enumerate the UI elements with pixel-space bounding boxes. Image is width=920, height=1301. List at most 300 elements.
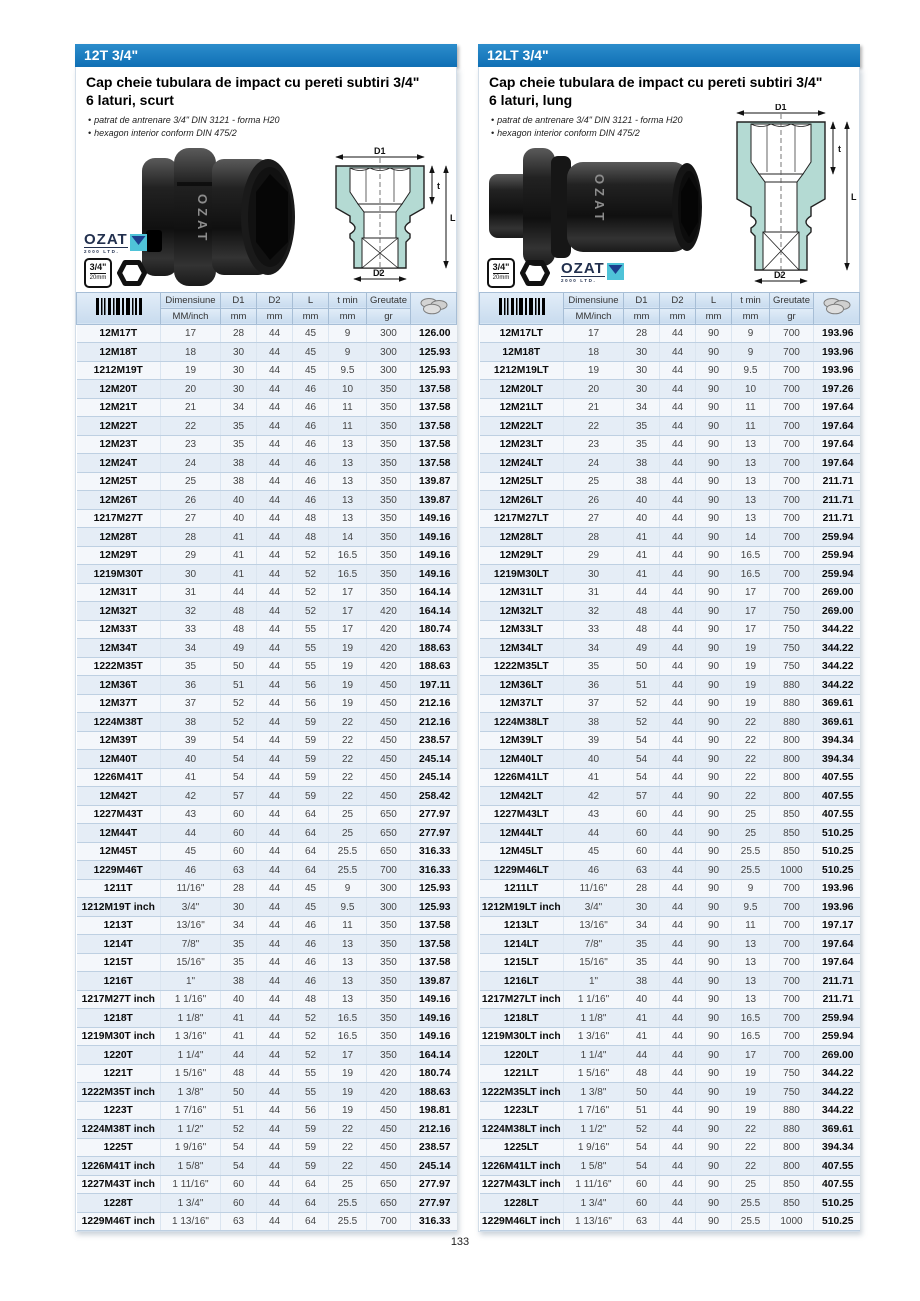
product-code-cell: 12M45LT	[480, 842, 564, 861]
spec-cell: 51	[624, 676, 660, 695]
price-cell: 394.34	[814, 1138, 860, 1157]
price-cell: 137.58	[411, 935, 457, 954]
coins-icon	[814, 292, 860, 324]
spec-cell: 30	[624, 898, 660, 917]
table-row	[480, 398, 860, 417]
spec-cell: 22	[329, 713, 367, 732]
spec-cell: 59	[293, 713, 329, 732]
spec-cell: 90	[696, 361, 732, 380]
table-row	[77, 1157, 457, 1176]
col-subheader: mm	[293, 308, 329, 324]
spec-cell: 90	[696, 657, 732, 676]
spec-cell: 700	[770, 953, 814, 972]
product-code-cell: 1220T	[77, 1046, 161, 1065]
price-cell: 211.71	[814, 972, 860, 991]
panel-header-bar	[75, 44, 457, 67]
spec-cell: 48	[221, 620, 257, 639]
spec-cell: 25.5	[329, 1194, 367, 1213]
table-row	[77, 398, 457, 417]
price-cell: 212.16	[411, 1120, 457, 1139]
spec-cell: 700	[770, 509, 814, 528]
spec-cell: 44	[257, 694, 293, 713]
spec-cell: 25.5	[732, 861, 770, 880]
spec-cell: 1000	[770, 861, 814, 880]
product-code-cell: 1212M19T	[77, 361, 161, 380]
spec-cell: 17	[329, 602, 367, 621]
panel-12lt	[478, 44, 860, 1232]
spec-cell: 46	[564, 861, 624, 880]
table-row	[77, 454, 457, 473]
spec-cell: 90	[696, 528, 732, 547]
price-cell: 193.96	[814, 898, 860, 917]
price-cell: 197.64	[814, 417, 860, 436]
product-code-cell: 12M33T	[77, 620, 161, 639]
spec-cell: 44	[257, 824, 293, 843]
spec-cell: 54	[221, 768, 257, 787]
spec-cell: 11/16"	[564, 879, 624, 898]
table-row	[480, 583, 860, 602]
spec-cell: 29	[161, 546, 221, 565]
spec-cell: 90	[696, 731, 732, 750]
table-row	[480, 361, 860, 380]
spec-cell: 300	[367, 361, 411, 380]
spec-cell: 350	[367, 509, 411, 528]
spec-cell: 1 3/16"	[564, 1027, 624, 1046]
spec-cell: 650	[367, 1175, 411, 1194]
spec-cell: 44	[660, 676, 696, 695]
spec-cell: 64	[293, 1175, 329, 1194]
table-row	[480, 1157, 860, 1176]
spec-cell: 800	[770, 731, 814, 750]
spec-cell: 48	[293, 528, 329, 547]
spec-cell: 700	[770, 528, 814, 547]
product-code-cell: 1212M19LT	[480, 361, 564, 380]
spec-cell: 750	[770, 620, 814, 639]
spec-cell: 40	[221, 509, 257, 528]
spec-cell: 15/16"	[161, 953, 221, 972]
spec-cell: 44	[257, 454, 293, 473]
price-cell: 259.94	[814, 1027, 860, 1046]
spec-cell: 90	[696, 417, 732, 436]
product-code-cell: 1225T	[77, 1138, 161, 1157]
spec-cell: 700	[770, 898, 814, 917]
spec-cell: 54	[624, 1138, 660, 1157]
spec-cell: 41	[624, 1009, 660, 1028]
spec-cell: 22	[329, 750, 367, 769]
spec-cell: 11	[732, 417, 770, 436]
spec-cell: 11	[329, 916, 367, 935]
price-cell: 344.22	[814, 676, 860, 695]
spec-cell: 44	[660, 1046, 696, 1065]
spec-cell: 64	[293, 861, 329, 880]
spec-cell: 19	[329, 639, 367, 658]
product-code-cell: 1222M35T	[77, 657, 161, 676]
feature-bullets	[76, 110, 456, 140]
spec-cell: 40	[624, 990, 660, 1009]
price-cell: 149.16	[411, 1027, 457, 1046]
price-cell: 510.25	[814, 1212, 860, 1231]
col-subheader: mm	[329, 308, 367, 324]
table-row	[77, 583, 457, 602]
spec-cell: 700	[770, 546, 814, 565]
spec-cell: 14	[329, 528, 367, 547]
price-cell: 269.00	[814, 583, 860, 602]
spec-cell: 44	[257, 1101, 293, 1120]
product-title: Cap cheie tubulara de impact cu pereti subtiri 3/4" 6 laturi, lung	[489, 74, 823, 108]
price-cell: 259.94	[814, 546, 860, 565]
table-row	[77, 1194, 457, 1213]
spec-cell: 42	[564, 787, 624, 806]
price-cell: 198.81	[411, 1101, 457, 1120]
spec-cell: 44	[257, 435, 293, 454]
table-row	[480, 380, 860, 399]
bullet-item: • hexagon interior conform DIN 475/2	[88, 127, 237, 138]
table-row	[480, 1027, 860, 1046]
table-row	[77, 842, 457, 861]
spec-cell: 41	[161, 768, 221, 787]
spec-cell: 44	[257, 1138, 293, 1157]
spec-cell: 63	[221, 1212, 257, 1231]
spec-cell: 450	[367, 731, 411, 750]
spec-cell: 45	[564, 842, 624, 861]
spec-cell: 19	[564, 361, 624, 380]
spec-cell: 13	[732, 972, 770, 991]
spec-cell: 700	[367, 861, 411, 880]
cross-section-diagram	[707, 104, 857, 292]
spec-cell: 23	[564, 435, 624, 454]
spec-cell: 350	[367, 1027, 411, 1046]
product-code-cell: 1219M30LT	[480, 565, 564, 584]
price-cell: 212.16	[411, 694, 457, 713]
table-row	[77, 657, 457, 676]
product-code-cell: 1226M41LT inch	[480, 1157, 564, 1176]
spec-cell: 44	[257, 398, 293, 417]
spec-cell: 48	[221, 1064, 257, 1083]
table-row	[480, 768, 860, 787]
table-row	[77, 805, 457, 824]
product-code-cell: 1226M41T inch	[77, 1157, 161, 1176]
col-header: Dimensiune	[161, 292, 221, 308]
spec-cell: 54	[624, 731, 660, 750]
table-row	[77, 1009, 457, 1028]
spec-cell: 10	[329, 380, 367, 399]
spec-cell: 44	[257, 1046, 293, 1065]
spec-cell: 44	[660, 435, 696, 454]
spec-cell: 56	[293, 676, 329, 695]
price-cell: 125.93	[411, 898, 457, 917]
col-header: D2	[257, 292, 293, 308]
spec-cell: 90	[696, 639, 732, 658]
spec-cell: 22	[732, 768, 770, 787]
spec-cell: 44	[257, 750, 293, 769]
price-cell: 316.33	[411, 842, 457, 861]
spec-cell: 57	[624, 787, 660, 806]
spec-cell: 350	[367, 454, 411, 473]
price-cell: 149.16	[411, 546, 457, 565]
spec-cell: 52	[293, 546, 329, 565]
table-row	[77, 1027, 457, 1046]
table-row	[480, 1046, 860, 1065]
spec-cell: 800	[770, 1157, 814, 1176]
spec-cell: 1 9/16"	[564, 1138, 624, 1157]
spec-cell: 450	[367, 1101, 411, 1120]
product-code-cell: 1229M46T inch	[77, 1212, 161, 1231]
spec-cell: 55	[293, 639, 329, 658]
table-row	[480, 805, 860, 824]
spec-cell: 44	[257, 916, 293, 935]
spec-cell: 35	[624, 417, 660, 436]
spec-cell: 90	[696, 324, 732, 343]
spec-cell: 54	[221, 750, 257, 769]
coins-icon	[411, 292, 457, 324]
spec-cell: 700	[770, 454, 814, 473]
price-cell: 180.74	[411, 1064, 457, 1083]
spec-cell: 1 3/4"	[161, 1194, 221, 1213]
spec-cell: 1 3/8"	[161, 1083, 221, 1102]
spec-cell: 1 3/16"	[161, 1027, 221, 1046]
spec-cell: 90	[696, 472, 732, 491]
spec-cell: 90	[696, 1157, 732, 1176]
spec-cell: 700	[770, 1027, 814, 1046]
spec-cell: 48	[221, 602, 257, 621]
table-row	[77, 1046, 457, 1065]
spec-cell: 44	[257, 861, 293, 880]
spec-cell: 350	[367, 916, 411, 935]
product-code-cell: 1224M38T inch	[77, 1120, 161, 1139]
spec-cell: 44	[257, 676, 293, 695]
product-code-cell: 12M32T	[77, 602, 161, 621]
spec-cell: 13	[732, 491, 770, 510]
spec-cell: 13	[732, 454, 770, 473]
spec-cell: 44	[161, 824, 221, 843]
table-row	[77, 509, 457, 528]
spec-cell: 64	[293, 1194, 329, 1213]
spec-cell: 44	[660, 620, 696, 639]
spec-cell: 16.5	[732, 546, 770, 565]
spec-cell: 90	[696, 435, 732, 454]
col-header: Greutate	[770, 292, 814, 308]
spec-cell: 700	[770, 879, 814, 898]
spec-cell: 35	[161, 657, 221, 676]
product-code-cell: 1228T	[77, 1194, 161, 1213]
spec-cell: 44	[660, 972, 696, 991]
spec-cell: 9	[732, 343, 770, 362]
spec-cell: 46	[293, 491, 329, 510]
spec-cell: 44	[257, 343, 293, 362]
spec-cell: 44	[660, 361, 696, 380]
spec-cell: 90	[696, 676, 732, 695]
spec-cell: 19	[732, 1083, 770, 1102]
spec-cell: 25	[732, 824, 770, 843]
spec-cell: 880	[770, 1101, 814, 1120]
spec-cell: 420	[367, 639, 411, 658]
spec-cell: 35	[624, 935, 660, 954]
product-code-cell: 12M28LT	[480, 528, 564, 547]
product-code-cell: 1222M35LT inch	[480, 1083, 564, 1102]
spec-cell: 44	[257, 361, 293, 380]
table-row	[480, 1101, 860, 1120]
spec-cell: 27	[564, 509, 624, 528]
spec-cell: 22	[732, 1120, 770, 1139]
spec-cell: 90	[696, 602, 732, 621]
spec-cell: 28	[624, 879, 660, 898]
spec-cell: 420	[367, 620, 411, 639]
spec-cell: 48	[624, 1064, 660, 1083]
col-header: D1	[221, 292, 257, 308]
spec-cell: 35	[564, 657, 624, 676]
table-row	[77, 1101, 457, 1120]
spec-cell: 300	[367, 343, 411, 362]
spec-cell: 27	[161, 509, 221, 528]
spec-cell: 41	[221, 528, 257, 547]
product-code-cell: 1218LT	[480, 1009, 564, 1028]
spec-cell: 44	[660, 398, 696, 417]
product-code-cell: 1218T	[77, 1009, 161, 1028]
spec-cell: 52	[293, 1027, 329, 1046]
spec-cell: 350	[367, 1046, 411, 1065]
product-photo-brand-text: OZAT	[195, 193, 210, 245]
spec-cell: 17	[732, 1046, 770, 1065]
table-row	[480, 953, 860, 972]
ozat-logo: OZAT 2000 LTD.	[561, 263, 624, 283]
spec-cell: 22	[329, 1138, 367, 1157]
spec-cell: 38	[564, 713, 624, 732]
spec-cell: 44	[257, 972, 293, 991]
spec-cell: 44	[257, 1212, 293, 1231]
table-row	[480, 1175, 860, 1194]
spec-cell: 700	[770, 380, 814, 399]
spec-cell: 350	[367, 935, 411, 954]
spec-cell: 57	[221, 787, 257, 806]
spec-cell: 44	[660, 805, 696, 824]
spec-cell: 9	[732, 879, 770, 898]
spec-cell: 1 13/16"	[564, 1212, 624, 1231]
product-code-cell: 1215LT	[480, 953, 564, 972]
table-row	[77, 990, 457, 1009]
spec-cell: 45	[293, 324, 329, 343]
table-row	[77, 768, 457, 787]
price-cell: 188.63	[411, 657, 457, 676]
spec-cell: 90	[696, 1194, 732, 1213]
product-code-cell: 1226M41LT	[480, 768, 564, 787]
panel-content	[75, 67, 457, 1232]
price-cell: 211.71	[814, 990, 860, 1009]
spec-cell: 44	[660, 842, 696, 861]
spec-cell: 44	[660, 953, 696, 972]
price-cell: 277.97	[411, 824, 457, 843]
spec-cell: 9	[329, 324, 367, 343]
spec-cell: 44	[660, 454, 696, 473]
table-row	[480, 676, 860, 695]
table-row	[77, 1138, 457, 1157]
col-header: t min	[329, 292, 367, 308]
price-cell: 197.64	[814, 398, 860, 417]
price-cell: 269.00	[814, 1046, 860, 1065]
spec-cell: 41	[624, 528, 660, 547]
product-code-cell: 12M25LT	[480, 472, 564, 491]
spec-cell: 59	[293, 1120, 329, 1139]
col-header: Dimensiune	[564, 292, 624, 308]
spec-cell: 700	[770, 916, 814, 935]
spec-cell: 64	[293, 805, 329, 824]
spec-cell: 44	[257, 546, 293, 565]
spec-cell: 700	[770, 990, 814, 1009]
product-code-cell: 12M34T	[77, 639, 161, 658]
panel-12t	[75, 44, 457, 1232]
spec-cell: 1 5/16"	[564, 1064, 624, 1083]
spec-cell: 450	[367, 787, 411, 806]
spec-cell: 19	[329, 694, 367, 713]
col-subheader: MM/inch	[161, 308, 221, 324]
spec-cell: 43	[564, 805, 624, 824]
spec-cell: 52	[624, 694, 660, 713]
table-row	[77, 972, 457, 991]
ozat-logo-mark-icon	[130, 234, 147, 251]
spec-cell: 350	[367, 1009, 411, 1028]
spec-cell: 9.5	[329, 361, 367, 380]
spec-cell: 40	[624, 491, 660, 510]
product-code-cell: 1224M38T	[77, 713, 161, 732]
ozat-logo: OZAT 2000 LTD.	[84, 234, 147, 254]
spec-cell: 11/16"	[161, 879, 221, 898]
price-cell: 277.97	[411, 1194, 457, 1213]
spec-cell: 350	[367, 565, 411, 584]
spec-cell: 700	[770, 398, 814, 417]
spec-cell: 44	[660, 1212, 696, 1231]
spec-cell: 44	[257, 805, 293, 824]
spec-cell: 16.5	[732, 1027, 770, 1046]
spec-cell: 40	[564, 750, 624, 769]
spec-cell: 44	[257, 731, 293, 750]
spec-cell: 19	[732, 694, 770, 713]
spec-cell: 39	[564, 731, 624, 750]
spec-cell: 44	[660, 750, 696, 769]
spec-cell: 44	[257, 898, 293, 917]
table-row	[77, 953, 457, 972]
spec-cell: 700	[770, 361, 814, 380]
product-code-cell: 12M39LT	[480, 731, 564, 750]
spec-cell: 750	[770, 639, 814, 658]
col-subheader: gr	[770, 308, 814, 324]
spec-cell: 44	[257, 324, 293, 343]
cross-section-diagram	[306, 146, 456, 288]
spec-cell: 44	[660, 1138, 696, 1157]
spec-cell: 51	[624, 1101, 660, 1120]
product-code-cell: 12M40T	[77, 750, 161, 769]
price-cell: 211.71	[814, 509, 860, 528]
table-row	[77, 898, 457, 917]
spec-cell: 13/16"	[161, 916, 221, 935]
spec-cell: 22	[329, 1157, 367, 1176]
spec-cell: 90	[696, 879, 732, 898]
diagram-label-t: t	[838, 143, 841, 154]
spec-cell: 44	[660, 657, 696, 676]
spec-cell: 22	[732, 1157, 770, 1176]
product-code-cell: 1222M35LT	[480, 657, 564, 676]
spec-cell: 59	[293, 768, 329, 787]
table-row	[77, 546, 457, 565]
spec-cell: 34	[564, 639, 624, 658]
spec-cell: 700	[770, 1009, 814, 1028]
table-row	[480, 565, 860, 584]
price-cell: 188.63	[411, 1083, 457, 1102]
spec-cell: 16.5	[732, 565, 770, 584]
spec-cell: 13	[732, 953, 770, 972]
spec-cell: 25.5	[329, 842, 367, 861]
spec-cell: 24	[564, 454, 624, 473]
product-code-cell: 12M34LT	[480, 639, 564, 658]
spec-cell: 44	[564, 824, 624, 843]
